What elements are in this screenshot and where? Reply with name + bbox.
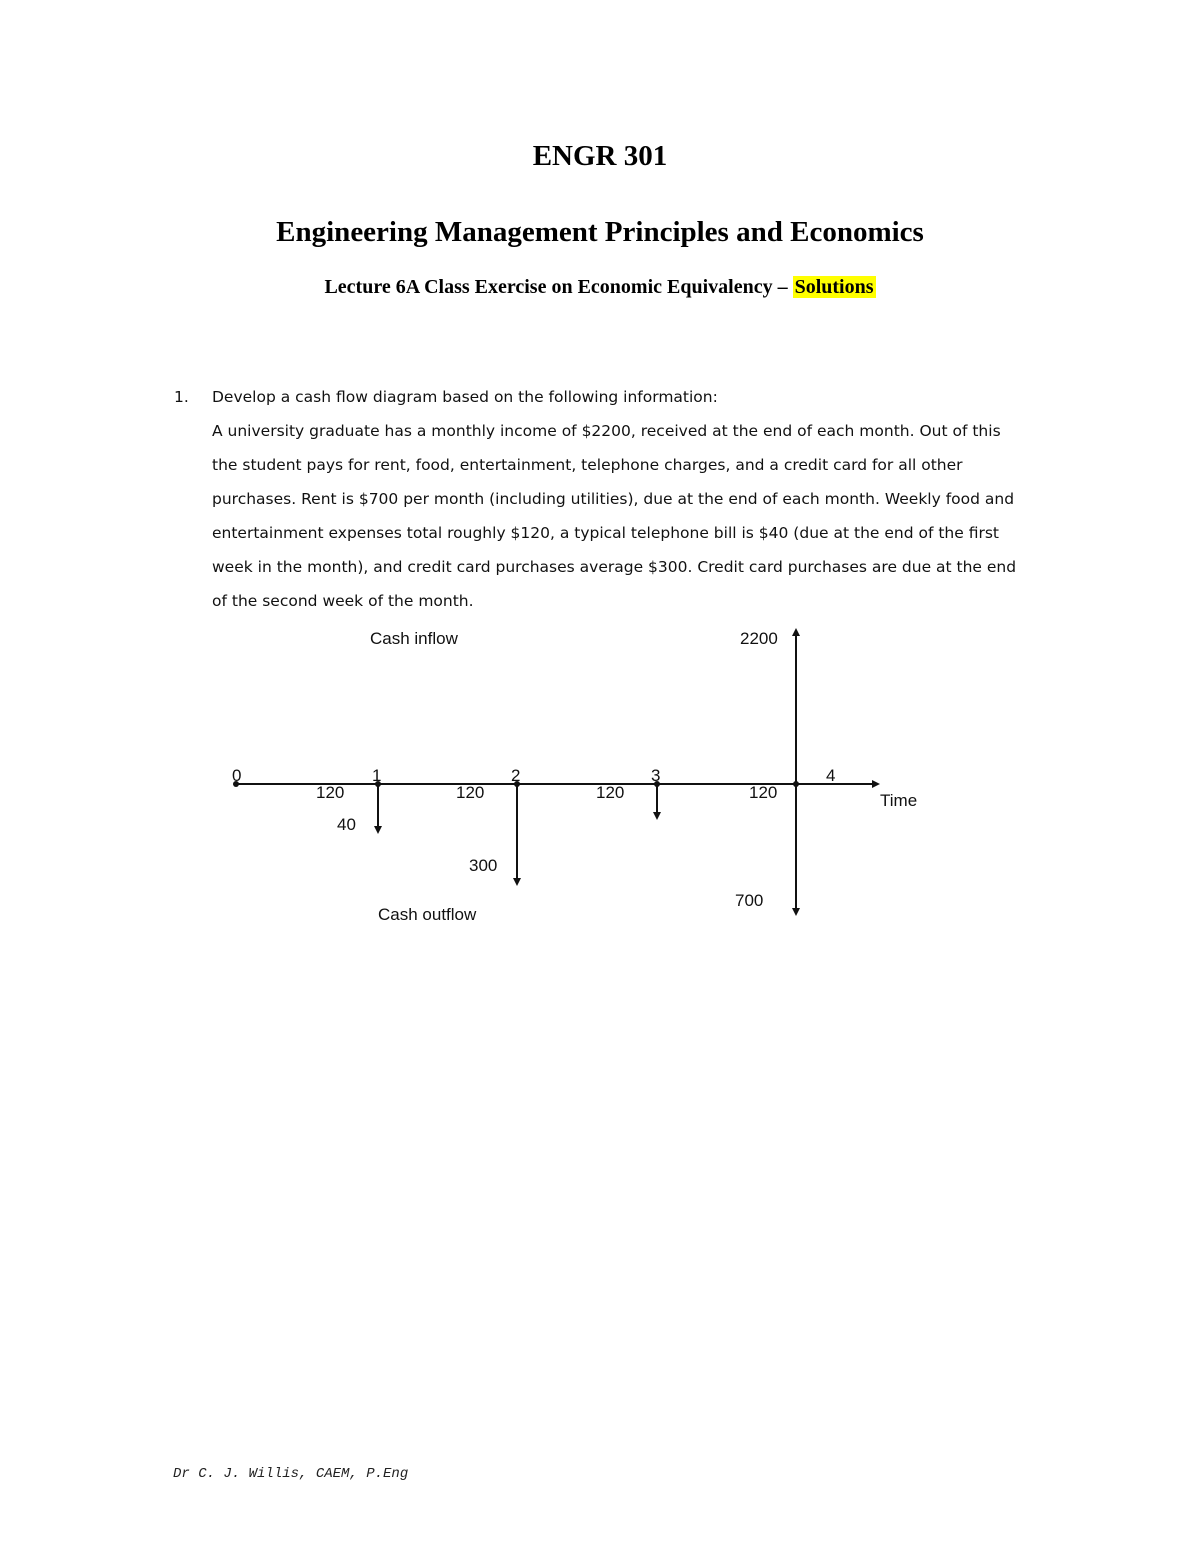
question-line: entertainment expenses total roughly $120, a typical telephone bill is $40 (due at the end of the first — [212, 524, 999, 542]
footer-author: Dr C. J. Willis, CAEM, P.Eng — [173, 1466, 409, 1482]
question-line: week in the month), and credit card purchases average $300. Credit card purchases are due at the end — [212, 558, 1017, 576]
solutions-highlight: Solutions — [794, 276, 874, 298]
question-line: A university graduate has a monthly income of $2200, received at the end of each month. Out of this — [212, 422, 1001, 440]
outflow-value-120-p3: 120 — [596, 783, 625, 802]
subtitle-text: Lecture 6A Class Exercise on Economic Equivalency – — [324, 276, 793, 298]
cash-flow-diagram — [220, 620, 950, 930]
outflow-value-120-p2: 120 — [456, 783, 485, 802]
time-label: Time — [880, 791, 918, 810]
question-line: Develop a cash flow diagram based on the following information: — [212, 388, 718, 406]
question-text — [212, 380, 1032, 618]
period-label-1: 1 — [372, 766, 382, 785]
period-label-0: 0 — [232, 766, 242, 785]
outflow-value-40-p1: 40 — [337, 815, 356, 834]
cash-outflow-label: Cash outflow — [378, 905, 477, 924]
period-label-2: 2 — [511, 766, 521, 785]
lecture-subtitle — [0, 276, 1200, 299]
inflow-value-2200: 2200 — [740, 629, 778, 648]
outflow-value-120-p1: 120 — [316, 783, 345, 802]
question-number: 1. — [174, 388, 189, 406]
cash-inflow-label: Cash inflow — [370, 629, 458, 648]
outflow-value-700-p4: 700 — [735, 891, 764, 910]
course-title: Engineering Management Principles and Economics — [276, 216, 924, 248]
period-label-4: 4 — [826, 766, 836, 785]
question-line: of the second week of the month. — [212, 592, 474, 610]
question-line: purchases. Rent is $700 per month (including utilities), due at the end of each month. Weekly food and — [212, 490, 1015, 508]
period-label-3: 3 — [651, 766, 661, 785]
outflow-value-300-p2: 300 — [469, 856, 498, 875]
outflow-value-120-p4: 120 — [749, 783, 778, 802]
question-line: the student pays for rent, food, entertainment, telephone charges, and a credit card for all other — [212, 456, 963, 474]
course-code: ENGR 301 — [532, 140, 668, 172]
